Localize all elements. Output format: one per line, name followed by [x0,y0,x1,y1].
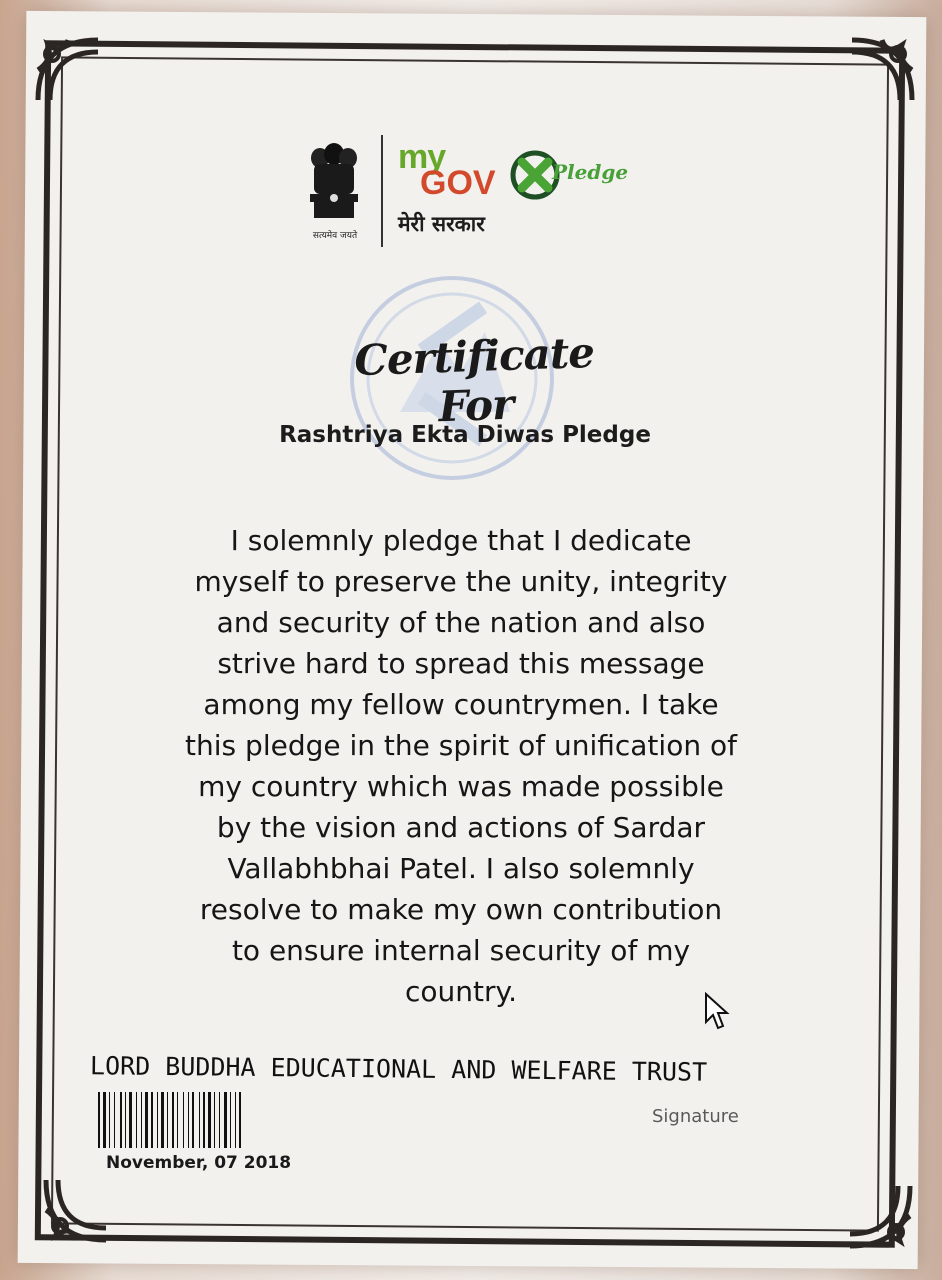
mouse-cursor-icon [704,992,730,1032]
corner-ornament-icon [28,30,108,110]
pledge-line: my country which was made possible [198,770,724,803]
pledge-line: this pledge in the spirit of unification of [185,729,737,762]
pledge-text [118,520,804,1012]
pledge-line: and security of the nation and also [216,606,706,639]
pledge-line: myself to preserve the unity, integrity [194,565,728,598]
corner-ornament-icon [840,1176,920,1256]
mygov-logo-hindi: मेरी सरकार [398,212,485,236]
pledge-line: strive hard to spread this message [217,647,705,680]
certificate-heading: Certificate For [353,327,595,432]
mygov-logo-my: my [398,138,446,176]
pledge-line: resolve to make my own contribution [199,893,723,926]
pledge-line: country. [405,975,517,1008]
pledge-line: by the vision and actions of Sardar [216,811,706,844]
pledge-line: Vallabhbhai Patel. I also solemnly [227,852,695,885]
signature-label: Signature [652,1106,739,1127]
certificate-date: November, 07 2018 [106,1153,292,1173]
corner-ornament-icon [842,30,922,110]
pledge-badge-text: Pledge [552,160,629,184]
corner-ornament-icon [36,1170,116,1250]
pledge-line: I solemnly pledge that I dedicate [230,524,692,557]
mygov-logo-gov: GOV [420,164,496,202]
logo-divider [381,135,383,247]
barcode [96,1090,322,1150]
issuer-name: LORD BUDDHA EDUCATIONAL AND WELFARE TRUST [89,1051,708,1087]
emblem-caption: सत्यमेव जयते [312,231,358,241]
pledge-line: among my fellow countrymen. I take [203,688,719,721]
pledge-line: to ensure internal security of my [231,934,691,967]
certificate-subtitle: Rashtriya Ekta Diwas Pledge [279,422,651,448]
